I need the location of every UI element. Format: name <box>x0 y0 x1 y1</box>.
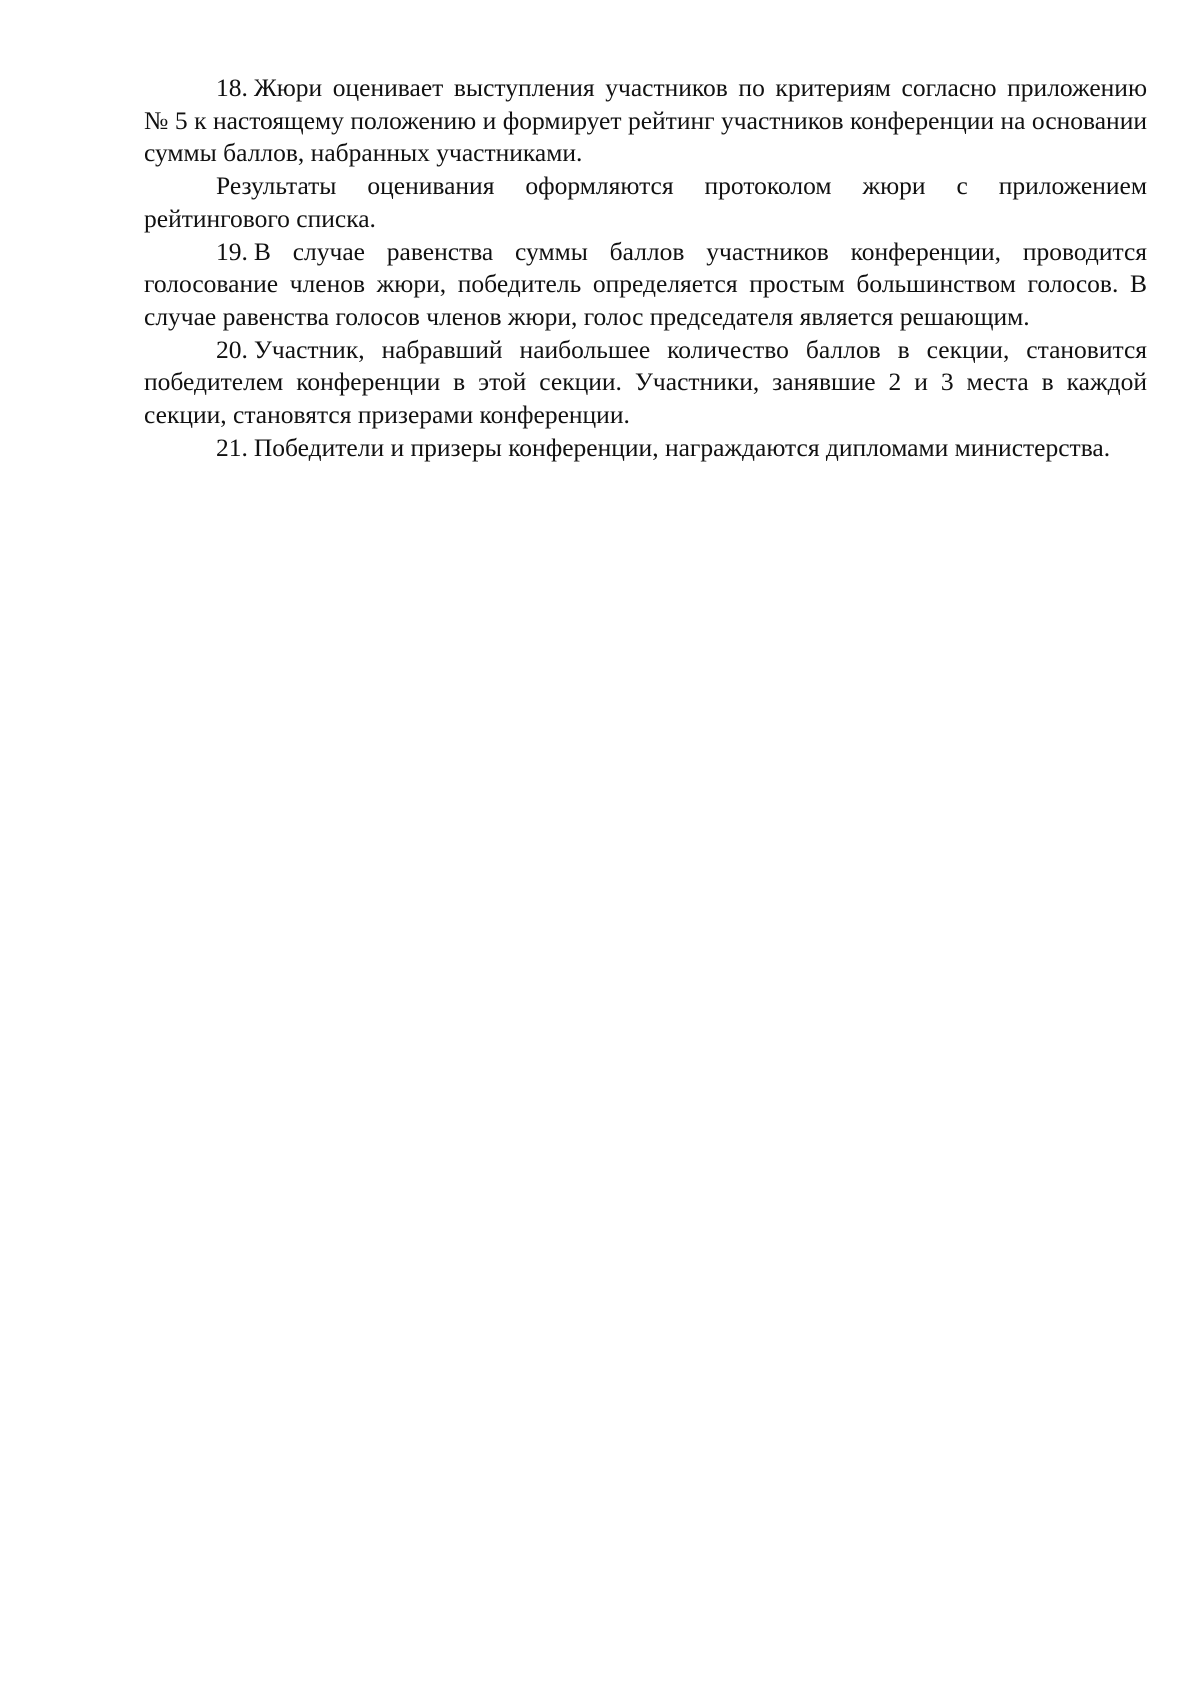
paragraph-number: 21. <box>216 432 248 462</box>
paragraph-21 <box>144 432 1147 465</box>
paragraph-text: Победители и призеры конференции, награждаются дипломами министерства. <box>253 432 1111 462</box>
paragraph-number: 20. <box>216 334 248 364</box>
paragraph-text: Жюри оценивает выступления участников по критериям согласно приложению № 5 к настоящему положению и формирует рейтинг участников конференции на основании суммы баллов, набранных участниками. <box>144 73 1147 168</box>
paragraph-text: В случае равенства суммы баллов участников конференции, проводится голосование членов жюри, победитель определяется простым большинством голосов. В случае равенства голосов членов жюри, голос председателя является решающим. <box>144 236 1147 331</box>
paragraph-18 <box>144 72 1147 170</box>
paragraph-number: 18. <box>216 73 248 102</box>
paragraph-number: 19. <box>216 236 248 266</box>
paragraph-18-results <box>144 170 1147 235</box>
paragraph-19 <box>144 236 1147 334</box>
document-body <box>144 72 1147 464</box>
paragraph-text: Результаты оценивания оформляются протоколом жюри с приложением рейтингового списка. <box>144 171 1147 233</box>
paragraph-20 <box>144 334 1147 432</box>
paragraph-text: Участник, набравший наибольшее количество баллов в секции, становится победителем конференции в этой секции. Участники, занявшие 2 и 3 места в каждой секции, становятся призерами конференции. <box>144 334 1147 430</box>
